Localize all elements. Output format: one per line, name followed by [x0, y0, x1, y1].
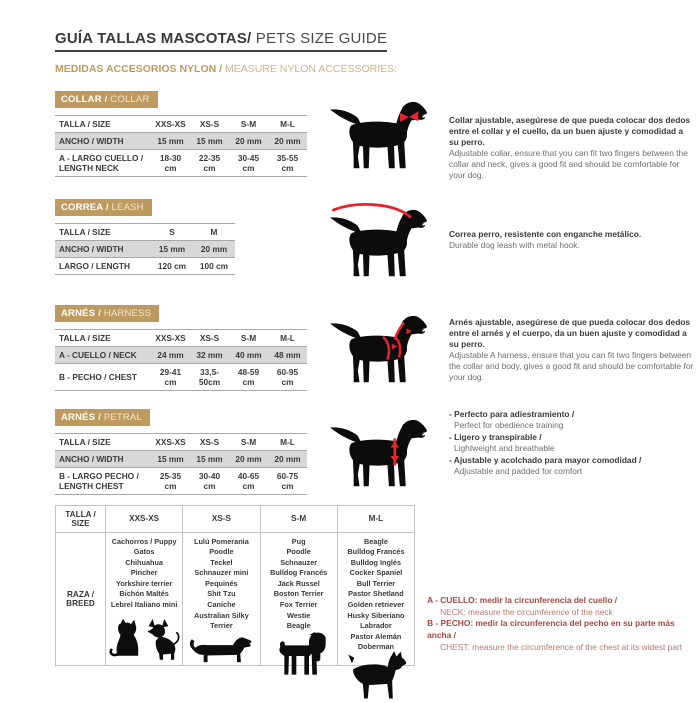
- breed-col-xs-s: [183, 532, 260, 665]
- header-cell: XXS-XS: [151, 433, 190, 450]
- header-cell: XS-S: [190, 116, 229, 133]
- leash-size-table: [55, 223, 235, 275]
- header-cell: XS-S: [190, 329, 229, 346]
- note-es: A - CUELLO: medir la circunferencia del cuello /: [427, 594, 618, 605]
- subtitle-en: MEASURE NYLON ACCESSORIES:: [224, 63, 398, 75]
- row-label: B - LARGO PECHO / LENGTH CHEST: [55, 467, 151, 494]
- row-label: A - CUELLO / NECK: [55, 346, 151, 363]
- petral-badge-es: ARNÉS /: [61, 411, 104, 423]
- value-cell: 48 mm: [268, 346, 307, 363]
- breed-list: Cachorros / Puppy Gatos Chihuahua Pincher Yorkshire terrier Bichón Maltés Lebrel Italiano mini: [110, 536, 178, 610]
- breed-col-s-m: [260, 532, 337, 665]
- dachshund-icon: [186, 632, 257, 666]
- value-cell: 18-30 cm: [151, 150, 190, 177]
- collar-badge-es: COLLAR /: [61, 94, 111, 105]
- value-cell: 33,5-50cm: [190, 363, 229, 390]
- value-cell: 15 mm: [190, 450, 229, 467]
- value-cell: 24 mm: [151, 346, 190, 363]
- value-cell: 100 cm: [193, 257, 235, 274]
- row-label: ANCHO / WIDTH: [55, 240, 151, 257]
- table-row: [55, 240, 235, 257]
- harness-badge-es: ARNÉS /: [61, 307, 104, 319]
- schnauzer-icon: [271, 632, 327, 676]
- value-cell: 29-41 cm: [151, 363, 190, 390]
- breed-list: Lulú Pomerania Poodle Teckel Schnauzer mini Pequinés Shit Tzu Caniche Australian Silky Terrier: [194, 536, 249, 631]
- leash-desc-en: Durable dog leash with metal hook.: [449, 239, 580, 250]
- collar-section: [55, 89, 694, 183]
- table-row: [55, 329, 307, 346]
- header-cell: XXS-XS: [151, 329, 190, 346]
- feature-es: - Ligero y transpirable /: [449, 431, 542, 442]
- cat-icon: [108, 619, 141, 661]
- note-es: B - PECHO: medir la circunferencia del pecho en su parte más ancha /: [427, 618, 675, 641]
- leash-badge-es: CORREA /: [61, 201, 112, 213]
- collar-description: [449, 89, 694, 183]
- header-cell: S: [151, 223, 193, 240]
- row-label: ANCHO / WIDTH: [55, 450, 151, 467]
- header-cell: S-M: [260, 505, 337, 532]
- value-cell: 60-75 cm: [268, 467, 307, 494]
- header-cell: XXS-XS: [151, 116, 190, 133]
- value-cell: 20 mm: [229, 450, 268, 467]
- table-row: [55, 467, 307, 494]
- value-cell: 40 mm: [229, 346, 268, 363]
- header-cell: S-M: [229, 433, 268, 450]
- table-row: [55, 363, 307, 390]
- petral-features: [449, 407, 694, 479]
- leash-desc-es: Correa perro, resistente con enganche metálico.: [449, 228, 642, 239]
- feature-en: Perfect for obedience training: [454, 419, 564, 430]
- page-title-es: GUÍA TALLAS MASCOTAS/: [55, 30, 252, 47]
- subtitle: [55, 63, 694, 75]
- page-title-en: PETS SIZE GUIDE: [251, 30, 388, 47]
- header-cell: S-M: [229, 116, 268, 133]
- feature-en: Adjustable and padded for comfort: [454, 466, 583, 477]
- table-row: [55, 133, 307, 150]
- header-cell: S-M: [229, 329, 268, 346]
- petral-badge: [55, 409, 150, 426]
- header-cell: M: [193, 223, 235, 240]
- value-cell: 20 mm: [268, 450, 307, 467]
- row-label: LARGO / LENGTH: [55, 257, 151, 274]
- header-cell: TALLA / SIZE: [55, 329, 151, 346]
- breeds-section: [55, 505, 694, 666]
- chihuahua-icon: [146, 619, 180, 661]
- table-row: [55, 223, 235, 240]
- leash-badge: [55, 199, 152, 216]
- value-cell: 120 cm: [151, 257, 193, 274]
- row-label: A - LARGO CUELLO / LENGTH NECK: [55, 150, 151, 177]
- petral-feature-item: [449, 409, 694, 431]
- collar-desc-en: Adjustable collar, ensure that you can fit two fingers between the collar and neck, gives a good fit and should be comfortable for your dog.: [449, 148, 688, 181]
- table-row: [55, 346, 307, 363]
- feature-es: - Perfecto para adiestramiento /: [449, 408, 575, 419]
- value-cell: 60-95 cm: [268, 363, 307, 390]
- dog-leash-icon: [322, 199, 434, 283]
- table-row: [55, 433, 307, 450]
- petral-badge-en: PETRAL: [103, 411, 142, 423]
- note-a-cuello: [427, 595, 694, 619]
- value-cell: 22-35 cm: [190, 150, 229, 177]
- table-row: [56, 505, 415, 532]
- table-row: [55, 150, 307, 177]
- value-cell: 15 mm: [151, 450, 190, 467]
- harness-badge: [55, 305, 159, 322]
- petral-section: [55, 407, 694, 495]
- collar-desc-es: Collar ajustable, asegúrese de que pueda colocar dos dedos entre el collar y el cuello, da un buen ajuste y comodidad a su perro.: [449, 115, 691, 148]
- collar-badge: [55, 91, 158, 108]
- collar-size-table: [55, 115, 307, 177]
- leash-section: [55, 197, 694, 283]
- value-cell: 25-35 cm: [151, 467, 190, 494]
- row-label: ANCHO / WIDTH: [55, 133, 151, 150]
- value-cell: 20 mm: [229, 133, 268, 150]
- table-row: [55, 450, 307, 467]
- note-b-pecho: [427, 618, 694, 653]
- table-row: [55, 257, 235, 274]
- petral-size-table: [55, 433, 307, 495]
- leash-description: [449, 197, 694, 252]
- dog-petral-marker-icon: [322, 409, 434, 493]
- value-cell: 20 mm: [268, 133, 307, 150]
- subtitle-es: MEDIDAS ACCESORIOS NYLON /: [55, 63, 225, 75]
- header-cell: TALLA / SIZE: [55, 223, 151, 240]
- feature-en: Lightweight and breathable: [454, 442, 555, 453]
- header-cell: TALLA / SIZE: [56, 505, 106, 532]
- header-cell: XS-S: [183, 505, 260, 532]
- breed-list: Pug Poodle Schnauzer Bulldog Francés Jack Russel Boston Terrier Fox Terrier Westie Beagle: [270, 536, 328, 631]
- value-cell: 32 mm: [190, 346, 229, 363]
- header-cell: XXS-XS: [106, 505, 183, 532]
- header-cell: TALLA / SIZE: [55, 433, 151, 450]
- page-title: [55, 30, 387, 52]
- header-cell: M-L: [268, 116, 307, 133]
- value-cell: 48-59 cm: [229, 363, 268, 390]
- breed-table: [55, 505, 415, 666]
- harness-size-table: [55, 329, 307, 391]
- breed-col-xxs-xs: [106, 532, 183, 665]
- header-cell: M-L: [268, 433, 307, 450]
- header-cell: XS-S: [190, 433, 229, 450]
- table-row: [56, 532, 415, 665]
- breed-row-label: RAZA / BREED: [56, 532, 106, 665]
- leash-badge-en: LEASH: [111, 201, 144, 213]
- value-cell: 15 mm: [151, 133, 190, 150]
- value-cell: 30-45 cm: [229, 150, 268, 177]
- table-row: [55, 116, 307, 133]
- harness-description: [449, 303, 694, 385]
- harness-desc-en: Adjustable A harness, ensure that you can fit two fingers between the collar and body, gives a good fit and should be comfortable for your dog.: [449, 349, 694, 383]
- header-cell: TALLA / SIZE: [55, 116, 151, 133]
- breed-list: Beagle Bulldog Francés Bulldog Inglés Cocker Spaniel Bull Terrier Pastor Shetland Golden retriever Husky Siberiano Labrador Pastor Alemán Doberman: [347, 536, 405, 652]
- breed-col-m-l: [337, 532, 414, 665]
- dog-collar-marker-icon: [322, 91, 434, 175]
- value-cell: 30-40 cm: [190, 467, 229, 494]
- value-cell: 15 mm: [151, 240, 193, 257]
- petral-feature-item: [449, 455, 694, 477]
- header-cell: M-L: [337, 505, 414, 532]
- header-cell: M-L: [268, 329, 307, 346]
- petral-feature-item: [449, 432, 694, 454]
- value-cell: 40-65 cm: [229, 467, 268, 494]
- measurement-notes: [427, 595, 694, 666]
- collar-badge-en: COLLAR: [110, 94, 150, 105]
- harness-desc-es: Arnés ajustable, asegúrese de que pueda colocar dos dedos entre el arnés y el cuerpo, da un buen ajuste y comodidad a su perro.: [449, 316, 691, 349]
- value-cell: 35-55 cm: [268, 150, 307, 177]
- note-en: CHEST: measure the circumference of the chest at its widest part: [440, 641, 683, 652]
- harness-badge-en: HARNESS: [103, 307, 152, 319]
- note-en: NECK: measure the circumference of the neck: [440, 606, 613, 617]
- dog-harness-marker-icon: [322, 305, 434, 389]
- doberman-icon: [344, 651, 409, 701]
- feature-es: - Ajustable y acolchado para mayor comodidad /: [449, 454, 642, 465]
- value-cell: 20 mm: [193, 240, 235, 257]
- value-cell: 15 mm: [190, 133, 229, 150]
- row-label: B - PECHO / CHEST: [55, 363, 151, 390]
- harness-section: [55, 303, 694, 391]
